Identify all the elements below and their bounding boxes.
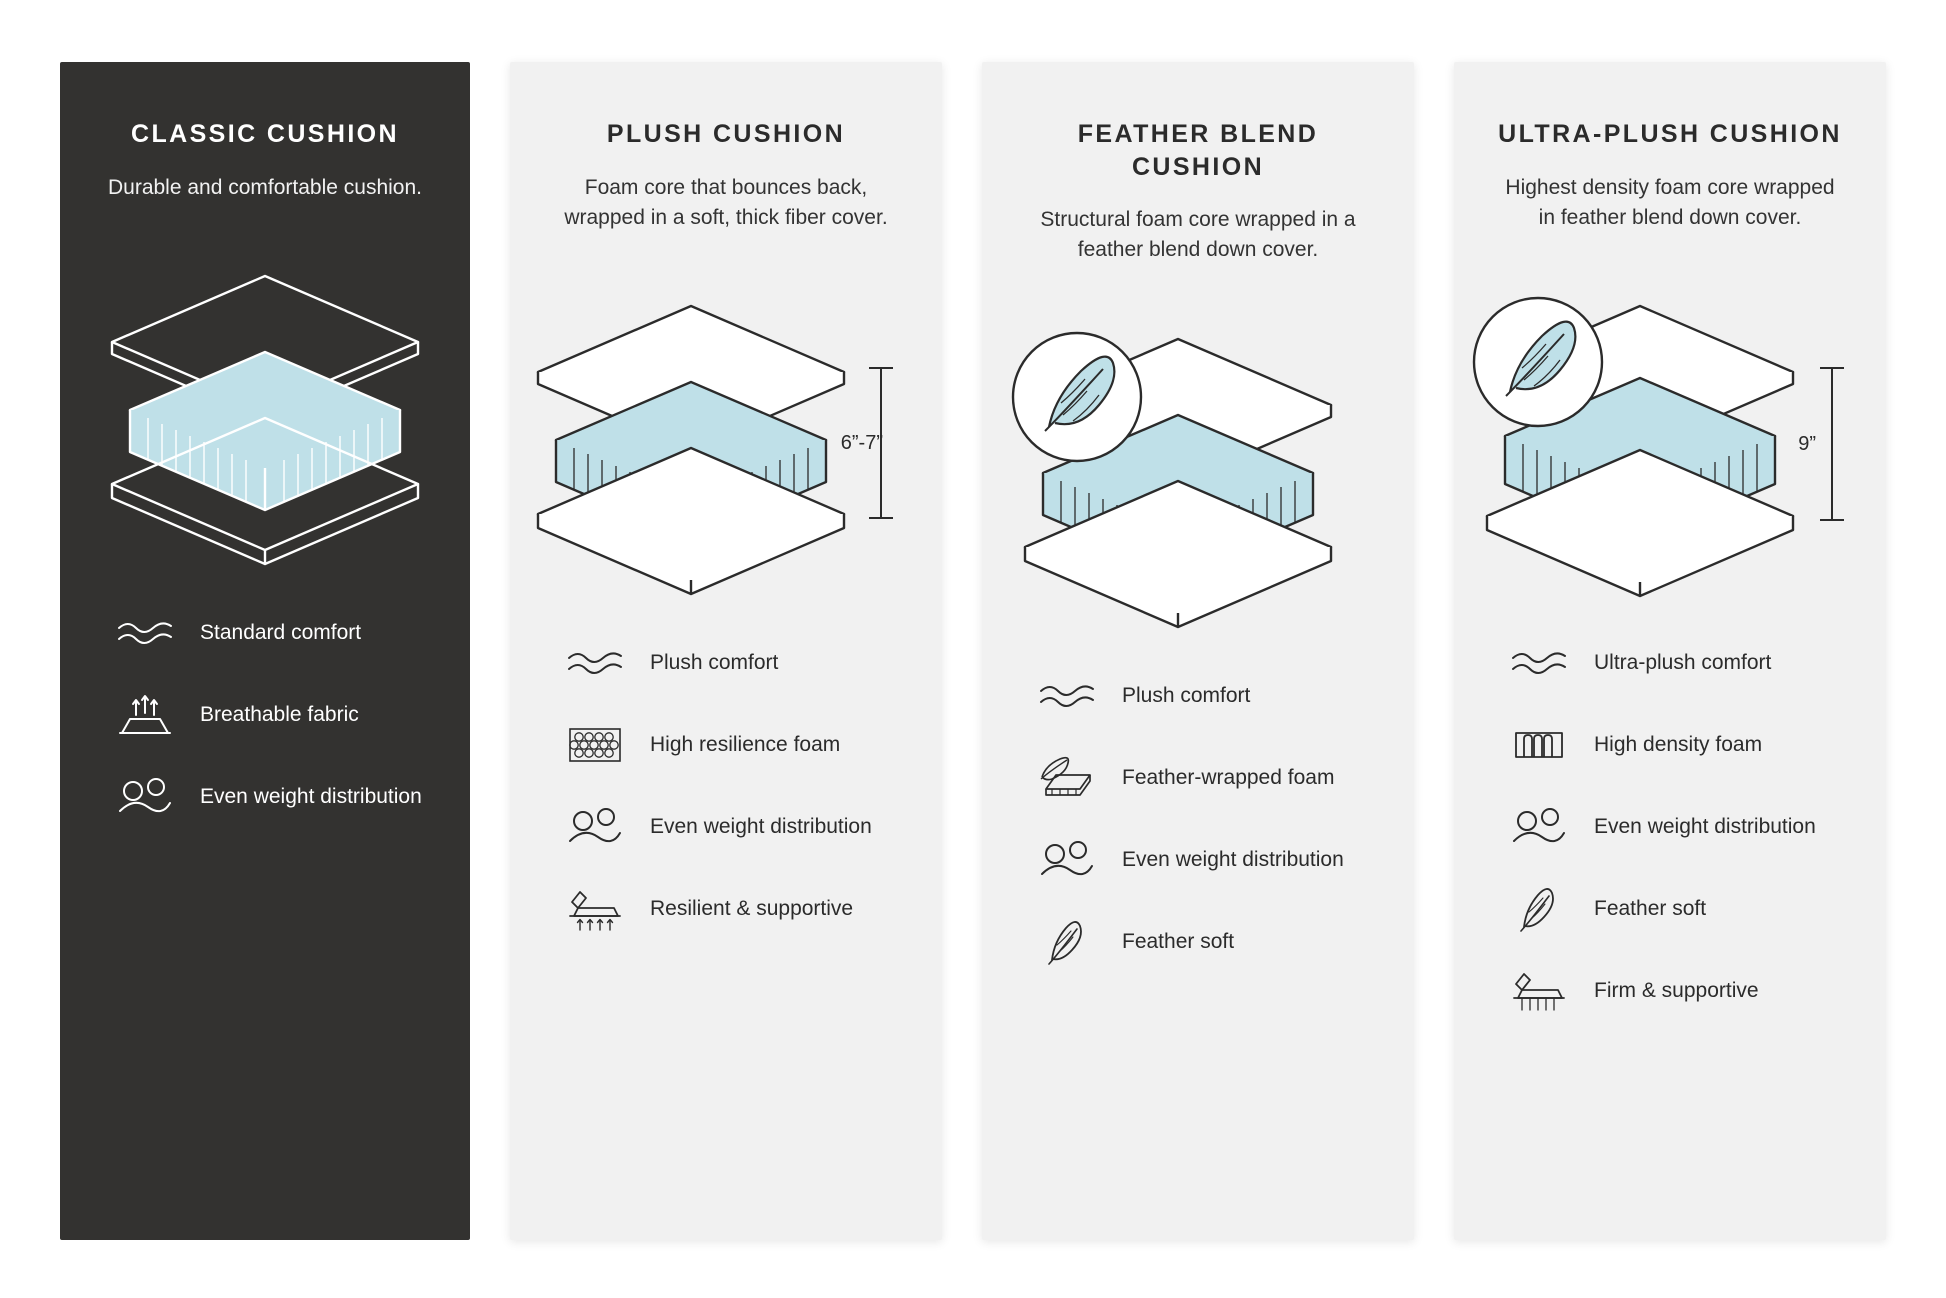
feature-list — [94, 605, 436, 825]
cushion-layers-illustration-ultra-plush — [1488, 271, 1852, 601]
feature-label: Even weight distribution — [1122, 847, 1344, 871]
card-description: Highest density foam core wrapped in feather blend down cover. — [1505, 175, 1835, 229]
feature-label: Even weight distribution — [1594, 815, 1816, 839]
feature-list — [1016, 668, 1380, 970]
feature-item — [562, 635, 908, 691]
feature-label: Resilient & supportive — [650, 897, 854, 921]
feature-label: Even weight distribution — [200, 784, 422, 808]
feature-label: Firm & supportive — [1594, 979, 1759, 1003]
feature-label: Plush comfort — [650, 651, 779, 675]
feature-item — [1034, 668, 1380, 724]
wave-comfort-icon — [112, 605, 178, 661]
feather-icon — [1506, 881, 1572, 937]
feature-item — [1506, 635, 1852, 691]
even-weight-icon — [112, 769, 178, 825]
dimension-label: 9” — [1798, 433, 1816, 456]
honeycomb-foam-icon — [562, 717, 628, 773]
feature-label: Ultra-plush comfort — [1594, 651, 1772, 675]
feature-label: Even weight distribution — [650, 815, 872, 839]
feature-list — [544, 635, 908, 937]
feature-list — [1488, 635, 1852, 1019]
card-title: FEATHER BLEND CUSHION — [1077, 120, 1319, 181]
even-weight-icon — [1506, 799, 1572, 855]
card-description: Foam core that bounces back, wrapped in a soft, thick fiber cover. — [564, 175, 888, 229]
feature-label: High density foam — [1594, 733, 1763, 757]
feature-item — [1506, 881, 1852, 937]
dimension-label: 6”-7” — [840, 432, 883, 455]
feature-item — [1506, 799, 1852, 855]
breathable-fabric-icon — [112, 687, 178, 743]
card-description: Durable and comfortable cushion. — [107, 175, 422, 199]
card-plush-cushion — [510, 62, 942, 1240]
dimension-bracket — [1820, 368, 1844, 520]
feather-wrapped-foam-icon — [1034, 750, 1100, 806]
feature-label: Plush comfort — [1122, 683, 1251, 707]
feature-item — [562, 881, 908, 937]
feature-label: Breathable fabric — [200, 702, 359, 726]
density-foam-icon — [1506, 717, 1572, 773]
lounger-support-icon — [1506, 963, 1572, 1019]
feature-item — [112, 687, 436, 743]
feature-item — [1034, 832, 1380, 888]
feature-item — [562, 717, 908, 773]
card-feather-blend-cushion — [982, 62, 1414, 1240]
feature-label: Feather-wrapped foam — [1122, 765, 1335, 789]
even-weight-icon — [1034, 832, 1100, 888]
cushion-layers-illustration-plush — [544, 271, 908, 601]
card-description: Structural foam core wrapped in a feather blend down cover. — [1040, 208, 1356, 262]
cushion-layers-illustration-feather-blend — [1016, 304, 1380, 634]
card-classic-cushion — [60, 62, 470, 1240]
feature-label: Feather soft — [1594, 897, 1707, 921]
feather-badge — [1474, 298, 1602, 426]
foam-core-layer — [130, 352, 400, 510]
card-title: ULTRA-PLUSH CUSHION — [1498, 120, 1842, 148]
feature-item — [112, 605, 436, 661]
feature-item — [562, 799, 908, 855]
feature-item — [1034, 914, 1380, 970]
feature-label: Standard comfort — [200, 620, 362, 644]
even-weight-icon — [562, 799, 628, 855]
feature-item — [1506, 963, 1852, 1019]
wave-comfort-icon — [1506, 635, 1572, 691]
card-title: PLUSH CUSHION — [606, 120, 846, 148]
feature-label: High resilience foam — [650, 733, 841, 757]
feature-item — [1034, 750, 1380, 806]
card-title: CLASSIC CUSHION — [131, 120, 399, 148]
feature-label: Feather soft — [1122, 929, 1235, 953]
feather-icon — [1034, 914, 1100, 970]
lounger-support-icon — [562, 881, 628, 937]
feature-item — [1506, 717, 1852, 773]
card-ultra-plush-cushion — [1454, 62, 1886, 1240]
wave-comfort-icon — [562, 635, 628, 691]
feature-item — [112, 769, 436, 825]
feather-badge — [1013, 333, 1141, 461]
cushion-layers-illustration-classic — [94, 241, 436, 571]
wave-comfort-icon — [1034, 668, 1100, 724]
